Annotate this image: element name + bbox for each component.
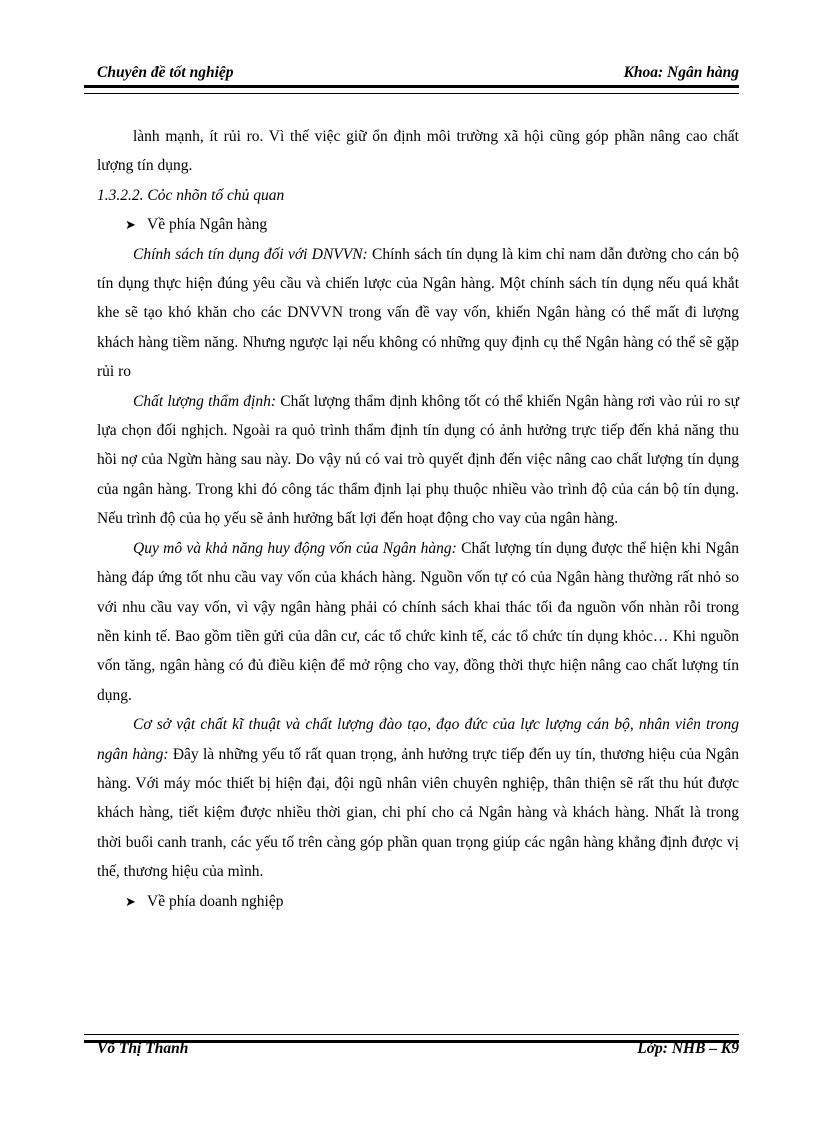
header-rule bbox=[84, 85, 739, 94]
page-footer bbox=[97, 1040, 739, 1062]
paragraph-text: Chính sách tín dụng là kim chỉ nam dẫn đường cho cán bộ tín dụng thực hiện đúng yêu cầu và chiến lược của Ngân hàng. Một chính sách tín dụng nếu quá khắt khe sẽ tạo khó khăn cho các DNVVN trong vấn đề vay vốn, khiến Ngân hàng có thể mất đi lượng khách hàng tiềm năng. Nhưng ngược lại nếu không có những quy định cụ thể Ngân hàng có thể sẽ gặp rủi ro bbox=[97, 245, 739, 381]
page-header bbox=[97, 62, 739, 84]
bullet-bank-side bbox=[97, 210, 739, 239]
section-heading: 1.3.2.2. Cỏc nhõn tố chủ quan bbox=[97, 186, 285, 204]
paragraph-credit-policy bbox=[97, 240, 739, 387]
bullet-enterprise-side bbox=[97, 887, 739, 916]
paragraph-lead: Chất lượng thẩm định: bbox=[133, 392, 277, 410]
paragraph-intro: lành mạnh, ít rủi ro. Vì thế việc giữ ổn định môi trường xã hội cũng góp phần nâng cao chất lượng tín dụng. bbox=[97, 128, 739, 175]
paragraph-lead: Cơ sở vật chất kĩ thuật và chất lượng đào tạo, đạo đức của lực lượng cán bộ, nhân viên trong ngân hàng: bbox=[97, 716, 739, 763]
paragraph-capital bbox=[97, 534, 739, 710]
paragraph-lead: Quy mô và khả năng huy động vốn của Ngân hàng: bbox=[133, 539, 457, 557]
paragraph-lead: Chính sách tín dụng đối với DNVVN: bbox=[133, 245, 368, 263]
paragraph-appraisal bbox=[97, 387, 739, 534]
footer-class: Lớp: NHB – K9 bbox=[637, 1040, 739, 1057]
bullet-label: Về phía doanh nghiệp bbox=[147, 892, 284, 910]
bullet-label: Về phía Ngân hàng bbox=[147, 216, 268, 234]
arrow-bullet-icon: ➤ bbox=[125, 217, 136, 233]
header-title: Chuyên đề tốt nghiệp bbox=[97, 64, 234, 81]
paragraph-infrastructure bbox=[97, 710, 739, 886]
footer-author: Võ Thị Thanh bbox=[97, 1040, 189, 1057]
arrow-bullet-icon: ➤ bbox=[125, 893, 136, 909]
page-body bbox=[97, 122, 739, 916]
header-department: Khoa: Ngân hàng bbox=[623, 64, 739, 81]
paragraph-text: Đây là những yếu tố rất quan trọng, ảnh hưởng trực tiếp đến uy tín, thương hiệu của Ngân hàng. Với máy móc thiết bị hiện đại, đội ngũ nhân viên chuyên nghiệp, thân thiện sẽ rất thu hút được khách hàng, tiết kiệm được nhiều thời gian, chi phí cho cả Ngân hàng và khách hàng. Nhất là trong thời buổi canh tranh, các yếu tố trên càng góp phần quan trọng giúp các ngân hàng khẳng định được vị thế, thương hiệu của mình. bbox=[97, 745, 739, 881]
paragraph-text: Chất lượng thẩm định không tốt có thể khiến Ngân hàng rơi vào rủi ro sự lựa chọn đối nghịch. Ngoài ra quỏ trình thẩm định tín dụng có ảnh hưởng trực tiếp đến khả năng thu hồi nợ của Ngừn hàng sau này. Do vậy nú có vai trò quyết định đến việc nâng cao chất lượng tín dụng của ngân hàng. Trong khi đó công tác thẩm định lại phụ thuộc nhiều vào trình độ của cán bộ tín dụng. Nếu trình độ của họ yếu sẽ ảnh hưởng bất lợi đến hoạt động cho vay của ngân hàng. bbox=[97, 392, 739, 528]
paragraph-text: Chất lượng tín dụng được thể hiện khi Ngân hàng đáp ứng tốt nhu cầu vay vốn của khách hàng. Nguồn vốn tự có của Ngân hàng thường rất nhỏ so với nhu cầu vay vốn, vì vậy ngân hàng phải có chính sách khai thác tối đa nguồn vốn nhàn rỗi trong nền kinh tế. Bao gồm tiền gửi của dân cư, các tổ chức kinh tế, các tổ chức tín dụng khỏc… Khi nguồn vốn tăng, ngân hàng có đủ điều kiện để mở rộng cho vay, đồng thời thực hiện nâng cao chất lượng tín dụng. bbox=[97, 539, 739, 704]
